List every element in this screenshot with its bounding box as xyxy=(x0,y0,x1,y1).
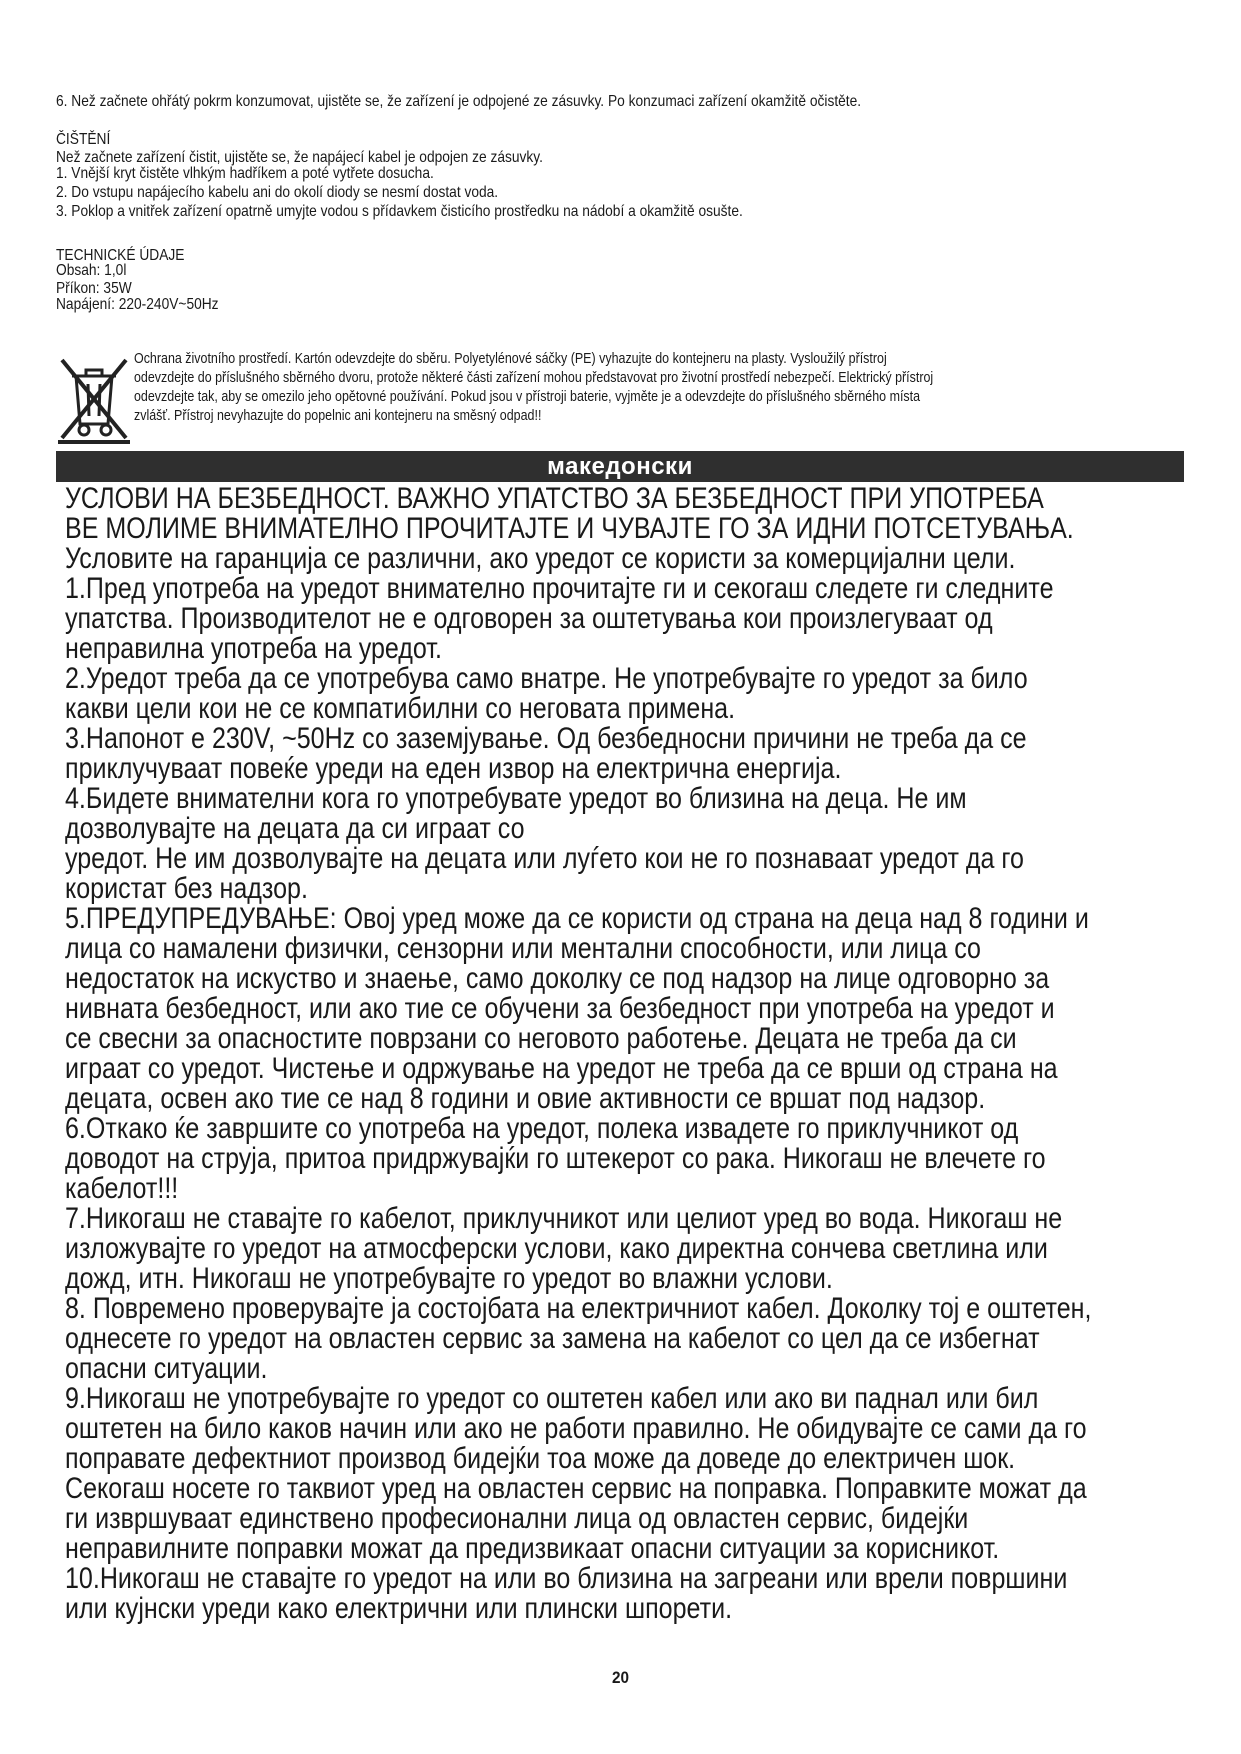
mk-line: приклучуваат повеќе уреди на еден извор на електрична енергија. xyxy=(65,752,842,785)
mk-line: или кујнски уреди како електрични или плински шпорети. xyxy=(65,1592,733,1625)
environment-text xyxy=(134,350,1123,426)
mk-line: 2.Уредот треба да се употребува само внатре. Не употребувајте го уредот за било xyxy=(65,662,1028,695)
mk-line: 3.Напонот е 230V, ~50Hz со заземјување. Од безбедносни причини не треба да се xyxy=(65,722,1027,755)
environment-line: Ochrana životního prostředí. Kartón odevzdejte do sběru. Polyetylénové sáčky (PE) vyhazujte do kontejneru na plasty. Vysloužilý přístroj xyxy=(134,351,887,367)
czech-tech-line: Napájení: 220-240V~50Hz xyxy=(56,296,219,313)
mk-line: се свесни за опасностите поврзани со неговото работење. Децата не треба да си xyxy=(65,1022,1017,1055)
mk-line: 1.Пред употреба на уредот внимателно прочитајте ги и секогаш следете ги следните xyxy=(65,572,1054,605)
language-header-bar xyxy=(56,451,1184,482)
mk-line: користат без надзор. xyxy=(65,872,308,905)
macedonian-safety-text xyxy=(65,484,1234,1624)
language-title: македонски xyxy=(547,453,693,480)
mk-line: 4.Бидете внимателни кога го употребувате уредот во близина на деца. Не им xyxy=(65,782,967,815)
mk-line: нивната безбедност, или ако тие се обучени за безбедност при употреба на уредот и xyxy=(65,992,1055,1025)
mk-line: дозволувајте на децата да си играат со xyxy=(65,812,525,845)
mk-line: Условите на гаранција се различни, ако уредот се користи за комерцијални цели. xyxy=(65,542,1016,575)
mk-line: ги извршуваат единствено професионални лица од овластен сервис, бидејќи xyxy=(65,1502,969,1535)
mk-line: кабелот!!! xyxy=(65,1172,179,1205)
mk-line: 6.Откако ќе завршите со употреба на уредот, полека извадете го приклучникот од xyxy=(65,1112,1019,1145)
mk-line: лица со намалени физички, сензорни или ментални способности, или лица со xyxy=(65,932,981,965)
czech-step-6-text: 6. Než začnete ohřátý pokrm konzumovat, ujistěte se, že zařízení je odpojené ze zásuvky. Po konzumaci zařízení okamžitě očistěte. xyxy=(56,93,862,110)
environment-line: odevzdejte do příslušného sběrného dvoru, protože některé části zařízení mohou představovat pro životní prostředí nebezpečí. Elektrický přístroj xyxy=(134,370,934,386)
mk-line: децата, освен ако тие се над 8 години и овие активности се вршат под надзор. xyxy=(65,1082,986,1115)
mk-line: 10.Никогаш не ставајте го уредот на или во близина на загреани или врели површини xyxy=(65,1562,1068,1595)
czech-cleaning-line: 2. Do vstupu napájecího kabelu ani do okolí diody se nesmí dostat voda. xyxy=(56,184,499,201)
mk-line: поправате дефектниот производ бидејќи тоа може да доведе до електричен шок. xyxy=(65,1442,1016,1475)
environment-line: odevzdejte tak, aby se omezilo jeho opětovné používání. Pokud jsou v přístroji baterie, vyjměte je a odevzdejte do příslušného sběrného místa xyxy=(134,389,921,405)
czech-step-6 xyxy=(56,94,1028,110)
mk-line: неправилните поправки можат да предизвикаат опасни ситуации за корисникот. xyxy=(65,1532,1000,1565)
czech-tech-line: Příkon: 35W xyxy=(56,280,132,297)
mk-line: доводот на струја, притоа придржувајќи го штекерот со рака. Никогаш не влечете го xyxy=(65,1142,1046,1175)
environment-line: zvlášť. Přístroj nevyhazujte do popelnic ani kontejneru na směsný odpad!! xyxy=(134,408,542,424)
czech-cleaning-heading: ČIŠTĚNÍ xyxy=(56,131,111,148)
czech-cleaning-section xyxy=(56,132,1028,220)
czech-tech-heading: TECHNICKÉ ÚDAJE xyxy=(56,247,185,264)
mk-line: 8. Повремено проверувајте ја состојбата на електричниот кабел. Доколку тој е оштетен, xyxy=(65,1292,1092,1325)
mk-line: 7.Никогаш не ставајте го кабелот, приклучникот или целиот уред во вода. Никогаш не xyxy=(65,1202,1063,1235)
mk-line: УСЛОВИ НА БЕЗБЕДНОСТ. ВАЖНО УПАТСТВО ЗА БЕЗБЕДНОСТ ПРИ УПОТРЕБА xyxy=(65,482,1044,515)
czech-cleaning-line: 3. Poklop a vnitřek zařízení opatrně umyjte vodou s přídavkem čisticího prostředku na nádobí a okamžitě osušte. xyxy=(56,203,743,220)
page-number: 20 xyxy=(611,1668,630,1687)
mk-line: играат со уредот. Чистење и одржување на уредот не треба да се врши од страна на xyxy=(65,1052,1058,1085)
crossed-out-wheelie-bin-icon xyxy=(56,354,132,444)
mk-line: уредот. Не им дозволувајте на децата или луѓето кои не го познаваат уредот да го xyxy=(65,842,1024,875)
mk-line: упатства. Производителот не е одговорен за оштетувања кои произлегуваат од xyxy=(65,602,993,635)
mk-line: какви цели кои не се компатибилни со неговата примена. xyxy=(65,692,736,725)
mk-line: Секогаш носете го таквиот уред на овластен сервис на поправка. Поправките можат да xyxy=(65,1472,1087,1505)
mk-line: ВЕ МОЛИМЕ ВНИМАТЕЛНО ПРОЧИТАЈТЕ И ЧУВАЈТЕ ГО ЗА ИДНИ ПОТСЕТУВАЊА. xyxy=(65,512,1074,545)
mk-line: оштетен на било каков начин или ако не работи правилно. Не обидувајте се сами да го xyxy=(65,1412,1087,1445)
czech-cleaning-line: 1. Vnější kryt čistěte vlhkým hadříkem a poté vytřete dosucha. xyxy=(56,165,434,182)
czech-tech-line: Obsah: 1,0l xyxy=(56,262,127,279)
mk-line: опасни ситуации. xyxy=(65,1352,268,1385)
czech-tech-section xyxy=(56,248,1028,313)
czech-cleaning-line: Než začnete zařízení čistit, ujistěte se, že napájecí kabel je odpojen ze zásuvky. xyxy=(56,149,543,166)
mk-line: изложувајте го уредот на атмосферски услови, како директна сончева светлина или xyxy=(65,1232,1048,1265)
mk-line: 5.ПРЕДУПРЕДУВАЊЕ: Овој уред може да се користи од страна на деца над 8 години и xyxy=(65,902,1089,935)
mk-line: недостаток на искуство и знаење, само доколку се под надзор на лице одговорно за xyxy=(65,962,1050,995)
mk-line: дожд, итн. Никогаш не употребувајте го уредот во влажни услови. xyxy=(65,1262,833,1295)
mk-line: неправилна употреба на уредот. xyxy=(65,632,442,665)
mk-line: 9.Никогаш не употребувајте го уредот со оштетен кабел или ако ви паднал или бил xyxy=(65,1382,1039,1415)
mk-line: однесете го уредот на овластен сервис за замена на кабелот со цел да се избегнат xyxy=(65,1322,1040,1355)
